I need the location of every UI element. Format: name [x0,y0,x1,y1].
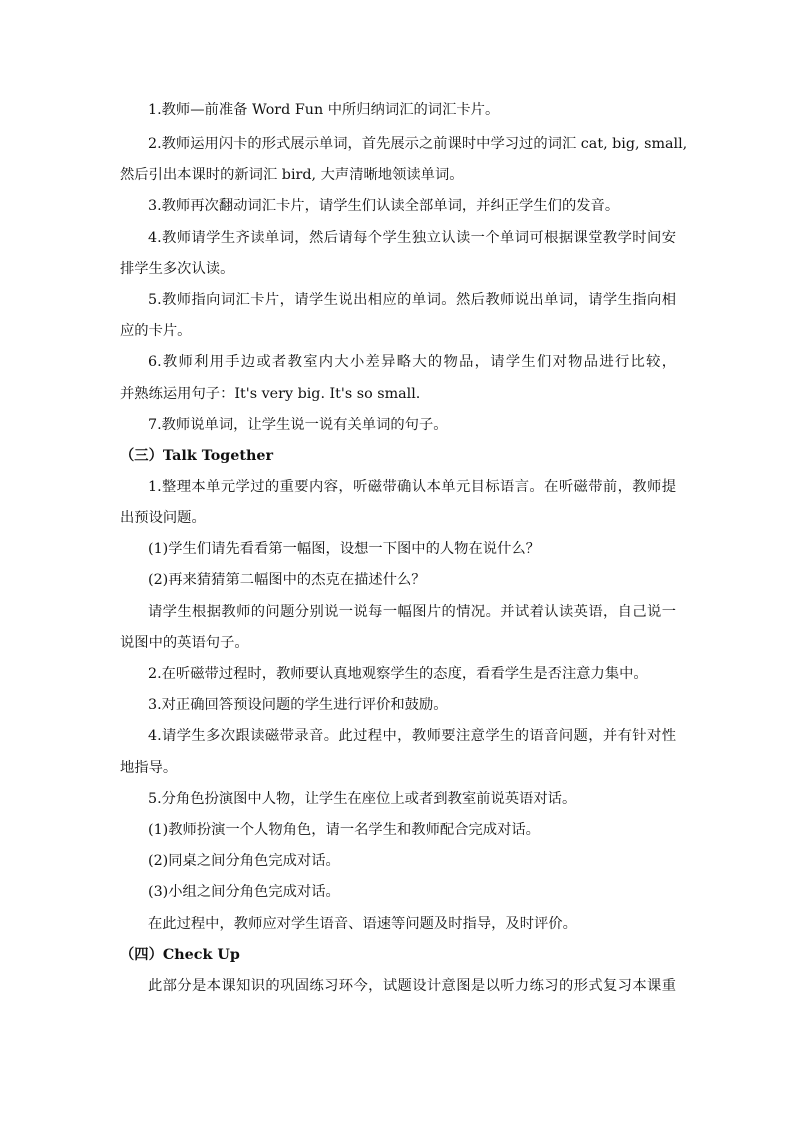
paragraph-line: 请学生根据教师的问题分别说一说每一幅图片的情况。并试着认读英语，自己说一 [148,604,676,620]
paragraph-line: 排学生多次认读。 [120,261,235,277]
paragraph-line: 并熟练运用句子：It's very big. It's so small. [120,386,421,402]
paragraph-line: (3)小组之间分角色完成对话。 [148,884,340,900]
paragraph-line: (1)学生们请先看看第一幅图，设想一下图中的人物在说什么？ [148,541,540,557]
section-heading: （三）Talk Together [120,448,273,464]
paragraph-line: (2)同桌之间分角色完成对话。 [148,853,340,869]
paragraph-line: 5.分角色扮演图中人物，让学生在座位上或者到教室前说英语对话。 [148,791,577,807]
paragraph-line: 4.请学生多次跟读磁带录音。此过程中，教师要注意学生的语音问题，并有针对性 [148,728,676,744]
paragraph-line: (1)教师扮演一个人物角色，请一名学生和教师配合完成对话。 [148,822,540,838]
paragraph-line: 1.教师—前准备 Word Fun 中所归纳词汇的词汇卡片。 [148,102,500,118]
paragraph-line: 应的卡片。 [120,323,192,339]
paragraph-line: 2.在听磁带过程时，教师要认真地观察学生的态度，看看学生是否注意力集中。 [148,666,648,682]
paragraph-line: 2.教师运用闪卡的形式展示单词，首先展示之前课时中学习过的词汇 cat, big, small, [148,136,688,152]
paragraph-line: (2)再来猜猜第二幅图中的杰克在描述什么？ [148,572,426,588]
section-heading: （四）Check Up [120,947,240,963]
paragraph-line: 此部分是本课知识的巩固练习环今，试题设计意图是以听力练习的形式复习本课重 [148,978,676,994]
paragraph-line: 出预设问题。 [120,510,206,526]
paragraph-line: 然后引出本课时的新词汇 bird, 大声清晰地领读单词。 [120,167,464,183]
paragraph-line: 7.教师说单词，让学生说一说有关单词的句子。 [148,417,448,433]
paragraph-line: 3.教师再次翻动词汇卡片，请学生们认读全部单词，并纠正学生们的发音。 [148,198,620,214]
paragraph-line: 说图中的英语句子。 [120,635,249,651]
paragraph-line: 1.整理本单元学过的重要内容，听磁带确认本单元目标语言。在听磁带前，教师提 [148,479,676,495]
paragraph-line: 6.教师利用手边或者教室内大小差异略大的物品，请学生们对物品进行比较， [148,354,676,370]
paragraph-line: 在此过程中，教师应对学生语音、语速等问题及时指导，及时评价。 [148,916,577,932]
paragraph-line: 3.对正确回答预设问题的学生进行评价和鼓励。 [148,697,448,713]
paragraph-line: 地指导。 [120,760,178,776]
paragraph-line: 5.教师指向词汇卡片，请学生说出相应的单词。然后教师说出单词，请学生指向相 [148,292,676,308]
paragraph-line: 4.教师请学生齐读单词，然后请每个学生独立认读一个单词可根据课堂教学时间安 [148,230,676,246]
